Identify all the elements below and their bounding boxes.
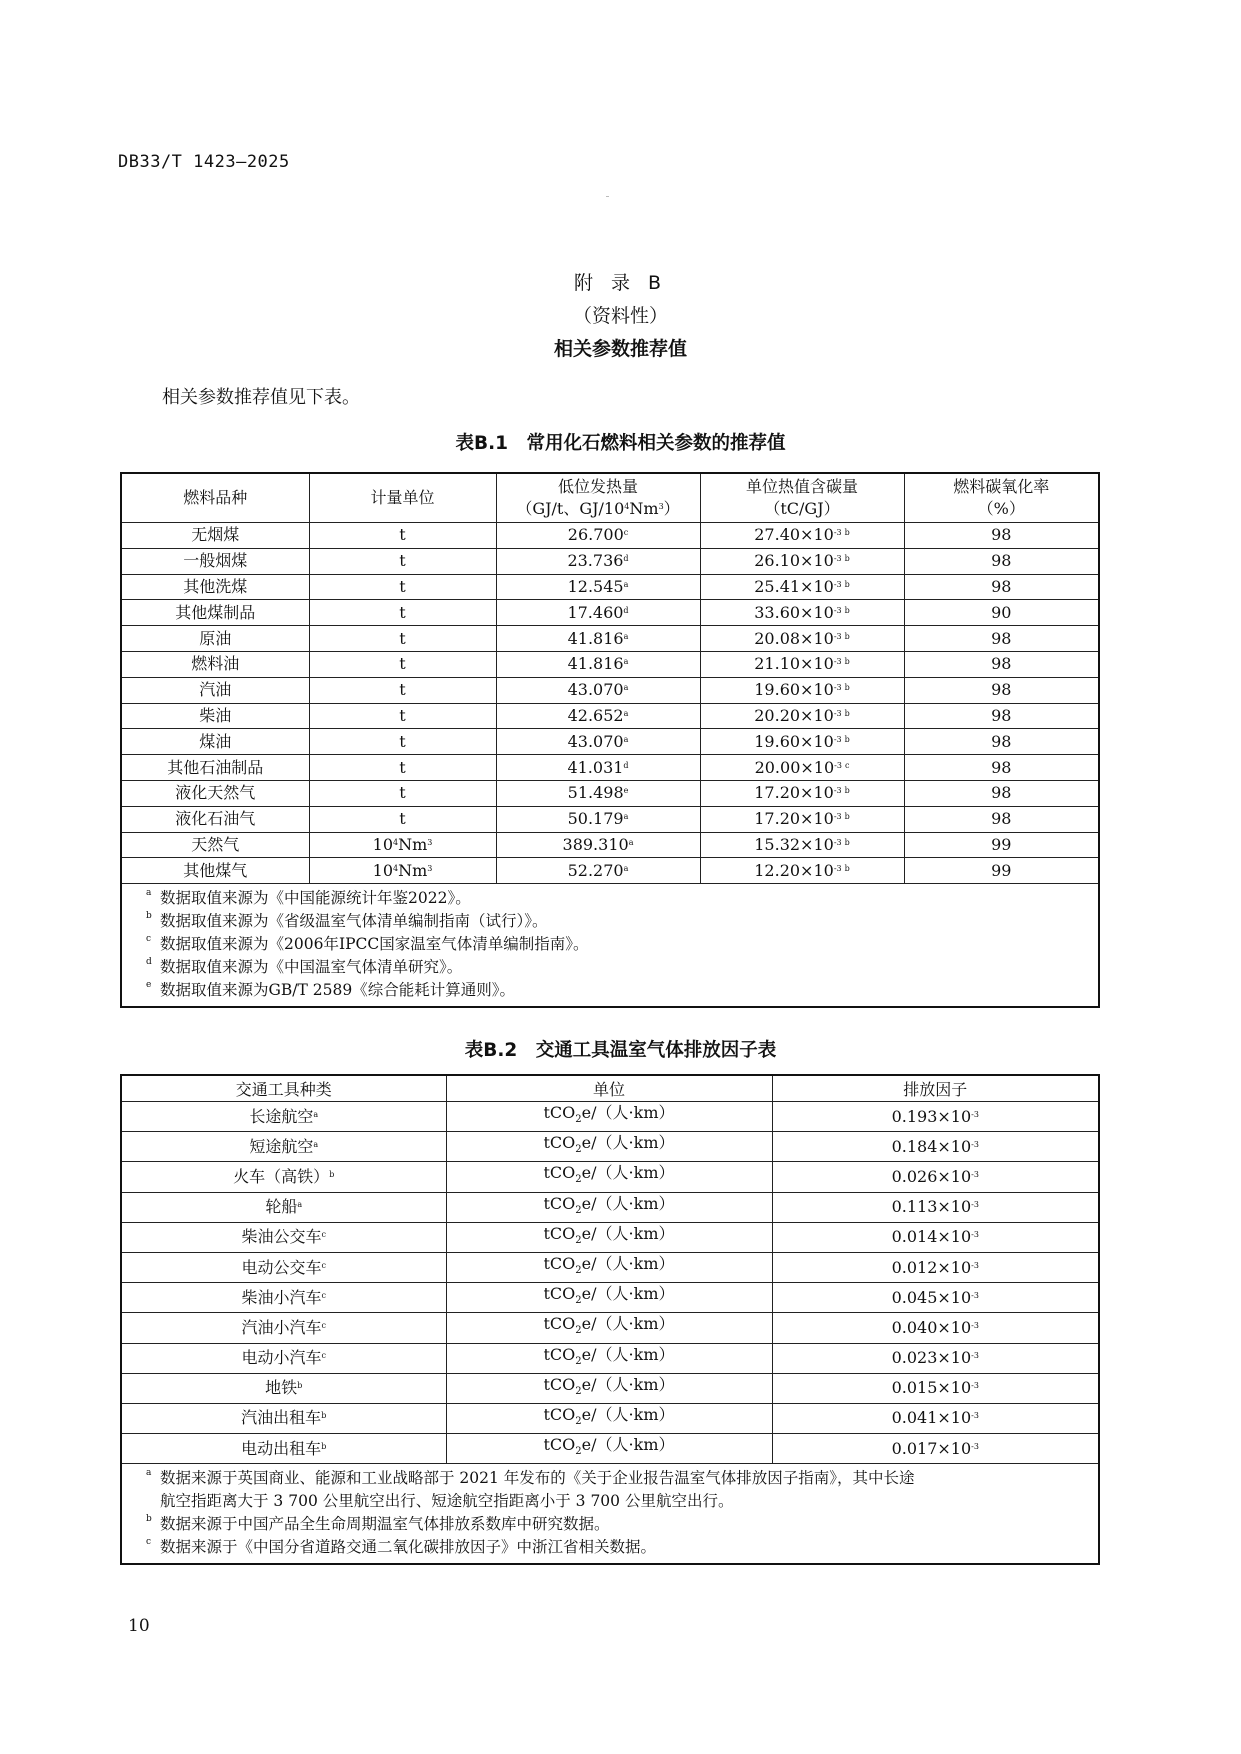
table-row [121, 1373, 1099, 1403]
table2-notes [121, 1464, 1099, 1565]
source-mark: a [313, 1109, 319, 1119]
carbon-content-cell: $25.41\times 10^{-3}$ $^b$ [700, 574, 904, 600]
unit-cell: tCO$_2$e/（人·km） [446, 1403, 772, 1433]
footnote-mark: e [146, 980, 152, 991]
heat-value-cell: 41.816$^a$ [496, 626, 700, 652]
header-unit: 计量单位 [309, 473, 496, 523]
fuel-parameters-table [120, 472, 1100, 1008]
unit-cell: tCO$_2$e/（人·km） [446, 1283, 772, 1313]
unit-cell: tCO$_2$e/（人·km） [446, 1252, 772, 1282]
document-code: DB33/T 1423—2025 [118, 152, 290, 172]
footnote-mark: b [146, 1514, 152, 1525]
unit-cell: t [309, 548, 496, 574]
footnote: d 数据取值来源为《中国温室气体清单研究》。 [160, 956, 1098, 979]
transport-type-cell: 电动公交车$^c$ [121, 1252, 446, 1282]
oxidation-rate-cell: 98 [904, 548, 1099, 574]
footnote-mark: a [146, 888, 152, 899]
transport-type-cell: 电动小汽车$^c$ [121, 1343, 446, 1373]
header-fuel-type: 燃料品种 [121, 473, 309, 523]
unit-cell: $10^4Nm^3$ [309, 832, 496, 858]
carbon-content-cell: $20.08\times 10^{-3}$ $^b$ [700, 626, 904, 652]
oxidation-rate-cell: 99 [904, 858, 1099, 884]
footnote-mark: b [146, 911, 152, 922]
emission-factor-cell: $0.015\times 10^{-3}$ [772, 1373, 1099, 1403]
emission-factor-cell: $0.023\times 10^{-3}$ [772, 1343, 1099, 1373]
table-header-row [121, 473, 1099, 523]
source-mark: b [844, 528, 850, 538]
table-row [121, 780, 1099, 806]
table-row [121, 703, 1099, 729]
header-carbon-content: 单位热值含碳量 （tC/GJ） [700, 473, 904, 523]
unit-cell: t [309, 755, 496, 781]
heat-value-cell: 42.652$^a$ [496, 703, 700, 729]
table-row [121, 1222, 1099, 1252]
fuel-name-cell: 煤油 [121, 729, 309, 755]
source-mark: a [313, 1139, 319, 1149]
table-row [121, 755, 1099, 781]
source-mark: b [844, 837, 850, 847]
transport-type-cell: 火车（高铁）$^b$ [121, 1162, 446, 1192]
table-row [121, 1252, 1099, 1282]
table-row [121, 1132, 1099, 1162]
oxidation-rate-cell: 98 [904, 703, 1099, 729]
transport-type-cell: 汽油出租车$^b$ [121, 1403, 446, 1433]
emission-factor-cell: $0.026\times 10^{-3}$ [772, 1162, 1099, 1192]
transport-type-cell: 柴油小汽车$^c$ [121, 1283, 446, 1313]
oxidation-rate-cell: 99 [904, 832, 1099, 858]
table-row [121, 548, 1099, 574]
source-mark: b [844, 863, 850, 873]
source-mark: c [623, 528, 629, 538]
source-mark: c [321, 1320, 326, 1330]
emission-factor-cell: $0.012\times 10^{-3}$ [772, 1252, 1099, 1282]
transport-type-cell: 柴油公交车$^c$ [121, 1222, 446, 1252]
header-heat-value: 低位发热量 （GJ/t、$GJ/10^4Nm^3$） [496, 473, 700, 523]
transport-type-cell: 地铁$^b$ [121, 1373, 446, 1403]
table-row [121, 600, 1099, 626]
source-mark: b [329, 1169, 335, 1179]
source-mark: a [623, 683, 629, 693]
carbon-content-cell: $33.60\times 10^{-3}$ $^b$ [700, 600, 904, 626]
carbon-content-cell: $15.32\times 10^{-3}$ $^b$ [700, 832, 904, 858]
table-header-row [121, 1075, 1099, 1102]
carbon-content-cell: $17.20\times 10^{-3}$ $^b$ [700, 806, 904, 832]
carbon-content-cell: $21.10\times 10^{-3}$ $^b$ [700, 651, 904, 677]
unit-cell: tCO$_2$e/（人·km） [446, 1313, 772, 1343]
table2-caption: 表B.2 交通工具温室气体排放因子表 [464, 1040, 777, 1061]
fuel-name-cell: 液化石油气 [121, 806, 309, 832]
table-row [121, 858, 1099, 884]
table-row [121, 677, 1099, 703]
source-mark: b [297, 1381, 303, 1391]
footnote: b 数据来源于中国产品全生命周期温室气体排放系数库中研究数据。 [160, 1513, 1098, 1536]
footnote: c 数据来源于《中国分省道路交通二氧化碳排放因子》中浙江省相关数据。 [160, 1536, 1098, 1559]
footnote-mark: c [146, 934, 152, 945]
emission-factor-cell: $0.040\times 10^{-3}$ [772, 1313, 1099, 1343]
source-mark: b [844, 812, 850, 822]
oxidation-rate-cell: 98 [904, 677, 1099, 703]
heat-value-cell: 41.816$^a$ [496, 651, 700, 677]
fuel-name-cell: 原油 [121, 626, 309, 652]
source-mark: b [844, 631, 850, 641]
source-mark: d [623, 760, 629, 770]
header-transport-type: 交通工具种类 [121, 1075, 446, 1102]
table2-notes-row [121, 1464, 1099, 1565]
unit-cell: tCO$_2$e/（人·km） [446, 1132, 772, 1162]
source-mark: a [297, 1200, 303, 1210]
unit-cell: tCO$_2$e/（人·km） [446, 1192, 772, 1222]
transport-type-cell: 短途航空$^a$ [121, 1132, 446, 1162]
unit-cell: tCO$_2$e/（人·km） [446, 1102, 772, 1132]
footnote-mark: a [146, 1468, 152, 1479]
carbon-content-cell: $19.60\times 10^{-3}$ $^b$ [700, 677, 904, 703]
carbon-content-cell: $27.40\times 10^{-3}$ $^b$ [700, 523, 904, 549]
source-mark: b [844, 554, 850, 564]
source-mark: b [321, 1411, 327, 1421]
heat-value-cell: 43.070$^a$ [496, 677, 700, 703]
fuel-name-cell: 无烟煤 [121, 523, 309, 549]
footnote-continuation: 航空指距离大于 3 700 公里航空出行、短途航空指距离小于 3 700 公里航空出行。 [160, 1492, 734, 1511]
unit-cell: t [309, 729, 496, 755]
fuel-name-cell: 其他煤气 [121, 858, 309, 884]
transport-type-cell: 电动出租车$^b$ [121, 1434, 446, 1464]
fuel-name-cell: 柴油 [121, 703, 309, 729]
heat-value-cell: 389.310$^a$ [496, 832, 700, 858]
oxidation-rate-cell: 98 [904, 574, 1099, 600]
unit-cell: t [309, 651, 496, 677]
emission-factor-cell: $0.193\times 10^{-3}$ [772, 1102, 1099, 1132]
oxidation-rate-cell: 98 [904, 806, 1099, 832]
heat-value-cell: 26.700$^c$ [496, 523, 700, 549]
header-emission-factor: 排放因子 [772, 1075, 1099, 1102]
transport-type-cell: 轮船$^a$ [121, 1192, 446, 1222]
table1-caption: 表B.1 常用化石燃料相关参数的推荐值 [455, 433, 786, 454]
header-unit: 单位 [446, 1075, 772, 1102]
table-row [121, 626, 1099, 652]
table-row [121, 806, 1099, 832]
carbon-content-cell: $12.20\times 10^{-3}$ $^b$ [700, 858, 904, 884]
source-mark: b [844, 683, 850, 693]
table-row [121, 523, 1099, 549]
source-mark: b [844, 605, 850, 615]
transport-emission-table [120, 1074, 1100, 1565]
source-mark: b [844, 734, 850, 744]
table-row [121, 1313, 1099, 1343]
page-number: 10 [128, 1616, 150, 1636]
carbon-content-cell: $20.00\times 10^{-3}$ $^c$ [700, 755, 904, 781]
source-mark: a [623, 734, 629, 744]
source-mark: a [623, 579, 629, 589]
fuel-name-cell: 其他石油制品 [121, 755, 309, 781]
unit-cell: t [309, 806, 496, 832]
unit-cell: t [309, 780, 496, 806]
unit-cell: t [309, 523, 496, 549]
unit-cell: t [309, 600, 496, 626]
table-row [121, 729, 1099, 755]
source-mark: c [844, 760, 850, 770]
table-row [121, 1102, 1099, 1132]
source-mark: a [623, 708, 629, 718]
source-mark: c [321, 1230, 326, 1240]
heat-value-cell: 52.270$^a$ [496, 858, 700, 884]
table-row [121, 574, 1099, 600]
unit-cell: tCO$_2$e/（人·km） [446, 1162, 772, 1192]
oxidation-rate-cell: 98 [904, 523, 1099, 549]
table-row [121, 1283, 1099, 1313]
emission-factor-cell: $0.014\times 10^{-3}$ [772, 1222, 1099, 1252]
fuel-name-cell: 燃料油 [121, 651, 309, 677]
table-row [121, 832, 1099, 858]
heat-value-cell: 23.736$^d$ [496, 548, 700, 574]
table-row [121, 1162, 1099, 1192]
intro-paragraph: 相关参数推荐值见下表。 [162, 387, 360, 408]
carbon-content-cell: $20.20\times 10^{-3}$ $^b$ [700, 703, 904, 729]
source-mark: a [623, 812, 629, 822]
header-oxidation-rate: 燃料碳氧化率 （%） [904, 473, 1099, 523]
fuel-name-cell: 其他煤制品 [121, 600, 309, 626]
oxidation-rate-cell: 98 [904, 651, 1099, 677]
decorative-dot [606, 196, 609, 197]
fuel-name-cell: 天然气 [121, 832, 309, 858]
emission-factor-cell: $0.017\times 10^{-3}$ [772, 1434, 1099, 1464]
carbon-content-cell: $26.10\times 10^{-3}$ $^b$ [700, 548, 904, 574]
source-mark: c [321, 1351, 326, 1361]
source-mark: b [844, 786, 850, 796]
unit-cell: t [309, 626, 496, 652]
table-row [121, 1403, 1099, 1433]
transport-type-cell: 长途航空$^a$ [121, 1102, 446, 1132]
heat-value-cell: 17.460$^d$ [496, 600, 700, 626]
source-mark: b [844, 657, 850, 667]
table1-notes [121, 884, 1099, 1008]
source-mark: a [623, 863, 629, 873]
source-mark: c [321, 1260, 326, 1270]
emission-factor-cell: $0.184\times 10^{-3}$ [772, 1132, 1099, 1162]
emission-factor-cell: $0.045\times 10^{-3}$ [772, 1283, 1099, 1313]
table1-notes-row [121, 884, 1099, 1008]
emission-factor-cell: $0.113\times 10^{-3}$ [772, 1192, 1099, 1222]
source-mark: b [844, 579, 850, 589]
source-mark: b [321, 1441, 327, 1451]
source-mark: a [628, 837, 634, 847]
footnote-mark: d [146, 957, 152, 968]
appendix-nature: （资料性） [572, 305, 668, 327]
transport-type-cell: 汽油小汽车$^c$ [121, 1313, 446, 1343]
appendix-title: 相关参数推荐值 [553, 338, 687, 360]
unit-cell: tCO$_2$e/（人·km） [446, 1222, 772, 1252]
unit-cell: t [309, 574, 496, 600]
carbon-content-cell: $19.60\times 10^{-3}$ $^b$ [700, 729, 904, 755]
footnote: b 数据取值来源为《省级温室气体清单编制指南（试行）》。 [160, 910, 1098, 933]
unit-cell: tCO$_2$e/（人·km） [446, 1343, 772, 1373]
unit-cell: tCO$_2$e/（人·km） [446, 1434, 772, 1464]
source-mark: a [623, 657, 629, 667]
heat-value-cell: 41.031$^d$ [496, 755, 700, 781]
oxidation-rate-cell: 98 [904, 729, 1099, 755]
source-mark: d [623, 605, 629, 615]
oxidation-rate-cell: 98 [904, 755, 1099, 781]
heat-value-cell: 50.179$^a$ [496, 806, 700, 832]
emission-factor-cell: $0.041\times 10^{-3}$ [772, 1403, 1099, 1433]
unit-cell: $10^4Nm^3$ [309, 858, 496, 884]
fuel-name-cell: 一般烟煤 [121, 548, 309, 574]
source-mark: b [844, 708, 850, 718]
fuel-name-cell: 汽油 [121, 677, 309, 703]
footnote-mark: c [146, 1537, 152, 1548]
unit-cell: tCO$_2$e/（人·km） [446, 1373, 772, 1403]
footnote: e 数据取值来源为GB/T 2589《综合能耗计算通则》。 [160, 979, 1098, 1002]
unit-cell: t [309, 677, 496, 703]
source-mark: e [623, 786, 629, 796]
source-mark: d [623, 554, 629, 564]
table-row [121, 1192, 1099, 1222]
oxidation-rate-cell: 98 [904, 780, 1099, 806]
heat-value-cell: 43.070$^a$ [496, 729, 700, 755]
table-row [121, 1343, 1099, 1373]
heat-value-cell: 51.498e [496, 780, 700, 806]
source-mark: c [321, 1290, 326, 1300]
fuel-name-cell: 液化天然气 [121, 780, 309, 806]
footnote: a 数据来源于英国商业、能源和工业战略部于 2021 年发布的《关于企业报告温室气体排放因子指南》，其中长途 [160, 1467, 1098, 1490]
oxidation-rate-cell: 90 [904, 600, 1099, 626]
carbon-content-cell: $17.20\times 10^{-3}$ $^b$ [700, 780, 904, 806]
fuel-name-cell: 其他洗煤 [121, 574, 309, 600]
oxidation-rate-cell: 98 [904, 626, 1099, 652]
table-row [121, 651, 1099, 677]
table-row [121, 1434, 1099, 1464]
footnote: c 数据取值来源为《2006年IPCC国家温室气体清单编制指南》。 [160, 933, 1098, 956]
source-mark: a [623, 631, 629, 641]
unit-cell: t [309, 703, 496, 729]
appendix-label: 附 录 B [573, 272, 668, 294]
footnote: a 数据取值来源为《中国能源统计年鉴2022》。 [160, 887, 1098, 910]
heat-value-cell: 12.545$^a$ [496, 574, 700, 600]
